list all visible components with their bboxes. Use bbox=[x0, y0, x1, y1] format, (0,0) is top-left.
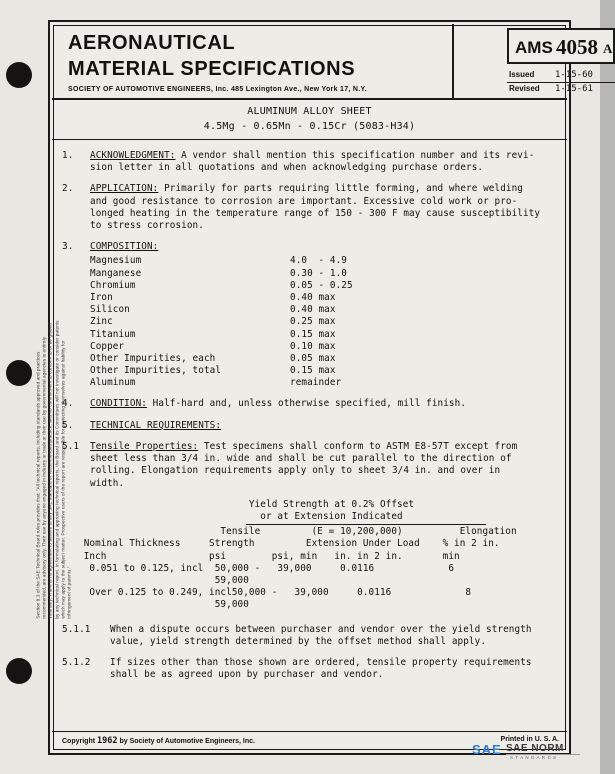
section-2-line4: to stress corrosion. bbox=[90, 220, 204, 232]
section-1-text: A vendor shall mention this specification number and its revi- bbox=[175, 150, 535, 161]
composition-row bbox=[90, 365, 562, 377]
section-4 bbox=[62, 398, 562, 410]
section-5-1-1-number: 5.1.1 bbox=[62, 623, 91, 635]
section-2-number: 2. bbox=[62, 183, 74, 195]
hole-punch-icon bbox=[6, 62, 32, 88]
composition-element: Titanium bbox=[90, 328, 136, 340]
section-5-1 bbox=[62, 441, 562, 490]
table-group-rule bbox=[246, 524, 486, 525]
header-society-line: SOCIETY OF AUTOMOTIVE ENGINEERS, Inc. 485 Lexington Ave., New York 17, N.Y. bbox=[68, 86, 367, 93]
section-5-1-line4: width. bbox=[90, 477, 125, 489]
section-2-heading: APPLICATION: bbox=[90, 183, 159, 195]
section-4-text: Half-hard and, unless otherwise specified, mill finish. bbox=[146, 398, 467, 410]
subject-rule bbox=[52, 139, 567, 140]
copyright-year: 1962 bbox=[97, 736, 118, 746]
section-5-1-2-line1: If sizes other than those shown are ordered, tensile property requirements bbox=[110, 656, 532, 668]
section-3 bbox=[62, 241, 562, 389]
ams-number: 4058 bbox=[556, 35, 598, 59]
section-5-number: 5. bbox=[62, 419, 74, 431]
tensile-properties-table bbox=[78, 499, 562, 612]
composition-row bbox=[90, 329, 562, 341]
document-body bbox=[62, 150, 562, 690]
header-vertical-rule bbox=[452, 24, 454, 100]
composition-element: Silicon bbox=[90, 304, 130, 316]
section-1-line2: sion letter in all quotations and when acknowledging purchase orders. bbox=[90, 162, 484, 174]
composition-row bbox=[90, 255, 562, 267]
composition-value: 0.05 - 0.25 bbox=[290, 279, 353, 291]
revised-date: 1-15-61 bbox=[555, 84, 593, 94]
section-4-number: 4. bbox=[62, 398, 74, 410]
table-row-cont: 59,000 bbox=[78, 574, 278, 586]
section-1 bbox=[62, 150, 562, 174]
printed-in-line: Printed in U. S. A. bbox=[500, 736, 559, 743]
section-5-1-1-line1: When a dispute occurs between purchaser and vendor over the yield strength bbox=[110, 623, 532, 635]
section-5-1-2-number: 5.1.2 bbox=[62, 656, 91, 668]
section-3-number: 3. bbox=[62, 241, 74, 253]
copyright-word: Copyright bbox=[62, 738, 96, 745]
composition-row bbox=[90, 316, 562, 328]
issued-revised-divider bbox=[507, 82, 615, 83]
revised-label: Revised bbox=[509, 84, 540, 93]
watermark-text: SAE NORM bbox=[506, 743, 564, 754]
composition-element: Aluminum bbox=[90, 377, 136, 389]
composition-element: Other Impurities, total bbox=[90, 365, 222, 377]
composition-value: 0.10 max bbox=[290, 340, 336, 352]
table-header-row-1: Tensile (E = 10,200,000) Elongation bbox=[78, 526, 517, 538]
hole-punch-icon bbox=[6, 658, 32, 684]
section-2-line3: longed heating in the temperature range of 150 - 300 F may cause susceptibility bbox=[90, 207, 541, 219]
composition-row bbox=[90, 341, 562, 353]
document-header bbox=[52, 24, 613, 100]
composition-row bbox=[90, 268, 562, 280]
sae-logo-icon: SAE bbox=[472, 742, 502, 757]
section-2-line2: and good resistance to corrosion are important. Excessive cold work or pro- bbox=[90, 195, 518, 207]
composition-element: Chromium bbox=[90, 279, 136, 291]
composition-value: 0.15 max bbox=[290, 365, 336, 377]
table-row: 0.051 to 0.125, incl 50,000 - 39,000 0.0116 6 bbox=[78, 562, 455, 574]
composition-value: 0.30 - 1.0 bbox=[290, 267, 347, 279]
copyright-rest: by Society of Automotive Engineers, Inc. bbox=[119, 738, 255, 745]
section-4-heading: CONDITION: bbox=[90, 398, 147, 410]
section-5-1-1 bbox=[62, 624, 562, 648]
section-2 bbox=[62, 183, 562, 232]
section-5-1-line3: rolling. Elongation requirements apply only to sheet 3/4 in. and over in bbox=[90, 465, 501, 477]
composition-element: Iron bbox=[90, 291, 113, 303]
section-3-heading: COMPOSITION: bbox=[90, 241, 159, 253]
table-header-row-3: Inch psi psi, min in. in 2 in. min bbox=[78, 550, 460, 562]
section-5-1-text: Test specimens shall conform to ASTM E8-57T except from bbox=[198, 440, 518, 452]
watermark-subtext: · S T A N D A R D S · bbox=[506, 755, 561, 760]
subject-line2: 4.5Mg - 0.65Mn - 0.15Cr (5083-H34) bbox=[203, 121, 416, 132]
issued-label: Issued bbox=[509, 70, 535, 79]
composition-value: remainder bbox=[290, 377, 342, 389]
side-note-text: Section 8.3 of the SAE Technical Board rules provides that: "All technical reports, including standards approved and practices recommended, are advisory only. Their use by anyone engaged in industry or trade or their use by governmental agencies is entirely voluntary. There is no agreement to adhere to any SAE standard or recommended practice, and no commitment to conform to or be guided by any technical report. In formulating and approving technical reports, the Board and its Committees will not investigate or consider patents which may apply to the subject matter. Prospective users of the report are responsible for protecting themselves against liability for infringement of patents." bbox=[35, 320, 72, 619]
composition-element: Manganese bbox=[90, 267, 142, 279]
composition-value: 4.0 - 4.9 bbox=[290, 255, 347, 267]
section-2-text: Primarily for parts requiring little forming, and where welding bbox=[158, 183, 523, 195]
composition-row bbox=[90, 304, 562, 316]
issued-revised-block bbox=[507, 68, 615, 98]
header-title-line2: MATERIAL SPECIFICATIONS bbox=[68, 58, 356, 80]
header-title-line1: AERONAUTICAL bbox=[68, 32, 236, 54]
composition-element: Other Impurities, each bbox=[90, 352, 216, 364]
composition-table bbox=[90, 255, 562, 389]
section-1-heading: ACKNOWLEDGMENT: bbox=[90, 150, 176, 161]
table-header-row-2: Nominal Thickness Strength Extension Under Load % in 2 in. bbox=[78, 538, 500, 550]
section-5-1-2 bbox=[62, 657, 562, 681]
composition-row bbox=[90, 292, 562, 304]
composition-row bbox=[90, 280, 562, 292]
composition-value: 0.40 max bbox=[290, 304, 336, 316]
composition-value: 0.25 max bbox=[290, 316, 336, 328]
table-group-header-1: Yield Strength at 0.2% Offset bbox=[78, 498, 415, 510]
section-5-1-2-line2: shall be as agreed upon by purchaser and vendor. bbox=[110, 669, 384, 681]
composition-row bbox=[90, 377, 562, 389]
section-5-heading: TECHNICAL REQUIREMENTS: bbox=[90, 419, 222, 431]
table-row-cont: 59,000 bbox=[78, 599, 278, 611]
section-5-1-number: 5.1 bbox=[62, 440, 80, 452]
composition-value: 0.15 max bbox=[290, 328, 336, 340]
composition-element: Magnesium bbox=[90, 255, 142, 267]
sae-norm-watermark bbox=[472, 740, 582, 766]
composition-value: 0.05 max bbox=[290, 352, 336, 364]
ams-label: AMS bbox=[515, 38, 553, 57]
section-5 bbox=[62, 420, 562, 432]
composition-element: Copper bbox=[90, 340, 125, 352]
copyright-line bbox=[62, 736, 255, 746]
composition-value: 0.40 max bbox=[290, 291, 336, 303]
issued-date: 1-15-60 bbox=[555, 70, 593, 80]
section-5-1-heading: Tensile Properties: bbox=[90, 440, 199, 452]
table-group-header-2: or at Extension Indicated bbox=[78, 510, 403, 522]
ams-number-box bbox=[507, 28, 615, 64]
document-subject bbox=[52, 104, 567, 140]
section-1-number: 1. bbox=[62, 150, 74, 161]
composition-element: Zinc bbox=[90, 316, 113, 328]
ams-revision-letter: A bbox=[603, 41, 613, 56]
section-5-1-line2: sheet less than 3/4 in. wide and shall be cut parallel to the direction of bbox=[90, 453, 512, 465]
composition-row bbox=[90, 353, 562, 365]
subject-line1: ALUMINUM ALLOY SHEET bbox=[247, 106, 372, 117]
table-row: Over 0.125 to 0.249, incl50,000 - 39,000 0.0116 8 bbox=[78, 587, 472, 599]
section-5-1-1-line2: value, yield strength determined by the offset method shall apply. bbox=[110, 635, 487, 647]
